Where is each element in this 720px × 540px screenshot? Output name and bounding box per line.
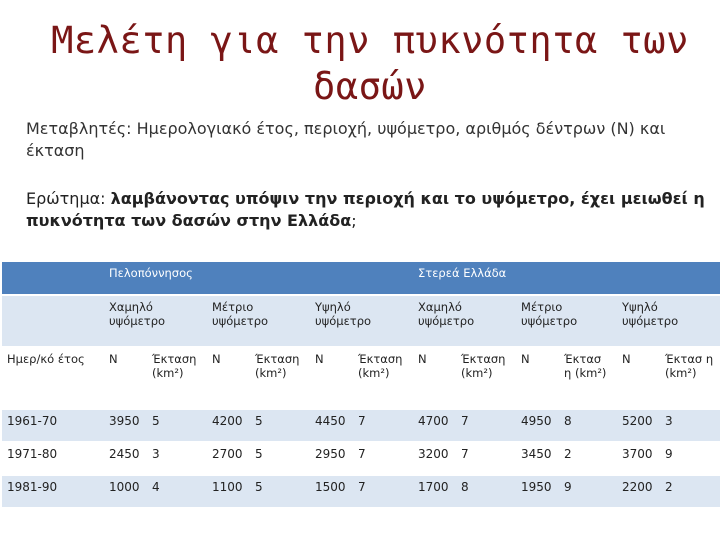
table-cell: 9	[559, 475, 617, 507]
region-header-peloponnese: Πελοπόννησος	[104, 262, 413, 295]
table-cell: 7	[456, 442, 516, 475]
column-header: Έκτασ η (km²)	[559, 347, 617, 409]
table-cell: 4200	[207, 409, 250, 442]
column-header: Έκταση (km²)	[147, 347, 207, 409]
altitude-header: Υψηλό υψόμετρο	[617, 295, 720, 347]
region-header-central-greece: Στερεά Ελλάδα	[413, 262, 720, 295]
row-year: 1981-90	[2, 475, 104, 507]
table-row	[2, 442, 720, 475]
table-cell: 2700	[207, 442, 250, 475]
table-row	[2, 475, 720, 507]
column-header-row	[2, 347, 720, 409]
slide-title	[40, 18, 700, 110]
region-header-row	[2, 262, 720, 295]
table-cell: 2450	[104, 442, 147, 475]
table-cell: 4700	[413, 409, 456, 442]
table-cell: 2	[559, 442, 617, 475]
column-header: Ν	[413, 347, 456, 409]
column-header: Ν	[516, 347, 559, 409]
table-cell: 3	[660, 409, 720, 442]
column-header: Ν	[207, 347, 250, 409]
column-header: Έκταση (km²)	[353, 347, 413, 409]
altitude-header: Μέτριο υψόμετρο	[207, 295, 310, 347]
region-header-blank	[2, 262, 104, 295]
table-cell: 2200	[617, 475, 660, 507]
column-header: Έκταση (km²)	[456, 347, 516, 409]
slide-title-line1: Μελέτη για την πυκνότητα των	[51, 19, 689, 62]
question-end: ;	[351, 211, 357, 230]
table-cell: 3950	[104, 409, 147, 442]
table-cell: 2950	[310, 442, 353, 475]
table-cell: 1700	[413, 475, 456, 507]
column-header: Ν	[310, 347, 353, 409]
table-cell: 1100	[207, 475, 250, 507]
year-column-header: Ημερ/κό έτος	[2, 347, 104, 409]
altitude-header: Χαμηλό υψόμετρο	[413, 295, 516, 347]
altitude-header: Υψηλό υψόμετρο	[310, 295, 413, 347]
question-bold: λαμβάνοντας υπόψιν την περιοχή και το υψόμετρο, έχει μειωθεί η πυκνότητα των δασών στην Ελλάδα	[26, 189, 705, 230]
table-cell: 5200	[617, 409, 660, 442]
table-cell: 9	[660, 442, 720, 475]
altitude-header: Μέτριο υψόμετρο	[516, 295, 617, 347]
row-year: 1971-80	[2, 442, 104, 475]
table-cell: 7	[353, 442, 413, 475]
table-cell: 5	[250, 475, 310, 507]
table-cell: 1500	[310, 475, 353, 507]
table-cell: 1950	[516, 475, 559, 507]
table-cell: 4950	[516, 409, 559, 442]
table-cell: 2	[660, 475, 720, 507]
table-cell: 1000	[104, 475, 147, 507]
table-cell: 8	[559, 409, 617, 442]
column-header: Ν	[617, 347, 660, 409]
table-row	[2, 409, 720, 442]
question-label: Ερώτημα:	[26, 189, 111, 208]
table-cell: 5	[250, 442, 310, 475]
column-header: Έκτασ η (km²)	[660, 347, 720, 409]
table-cell: 3700	[617, 442, 660, 475]
table-cell: 7	[353, 475, 413, 507]
altitude-header: Χαμηλό υψόμετρο	[104, 295, 207, 347]
row-year: 1961-70	[2, 409, 104, 442]
table-cell: 5	[250, 409, 310, 442]
table-cell: 5	[147, 409, 207, 442]
table-cell: 4	[147, 475, 207, 507]
altitude-header-row	[2, 295, 720, 347]
variables-text: Μεταβλητές: Ημερολογιακό έτος, περιοχή, υψόμετρο, αριθμός δέντρων (Ν) και έκταση	[26, 119, 666, 160]
table-cell: 3450	[516, 442, 559, 475]
table-cell: 4450	[310, 409, 353, 442]
question-text	[26, 188, 706, 232]
column-header: Ν	[104, 347, 147, 409]
altitude-header-blank	[2, 295, 104, 347]
column-header: Έκταση (km²)	[250, 347, 310, 409]
table-cell: 3	[147, 442, 207, 475]
table-cell: 8	[456, 475, 516, 507]
forest-density-table	[2, 262, 720, 507]
slide-title-line2: δασών	[313, 65, 427, 108]
table-cell: 7	[456, 409, 516, 442]
table-cell: 3200	[413, 442, 456, 475]
table-cell: 7	[353, 409, 413, 442]
